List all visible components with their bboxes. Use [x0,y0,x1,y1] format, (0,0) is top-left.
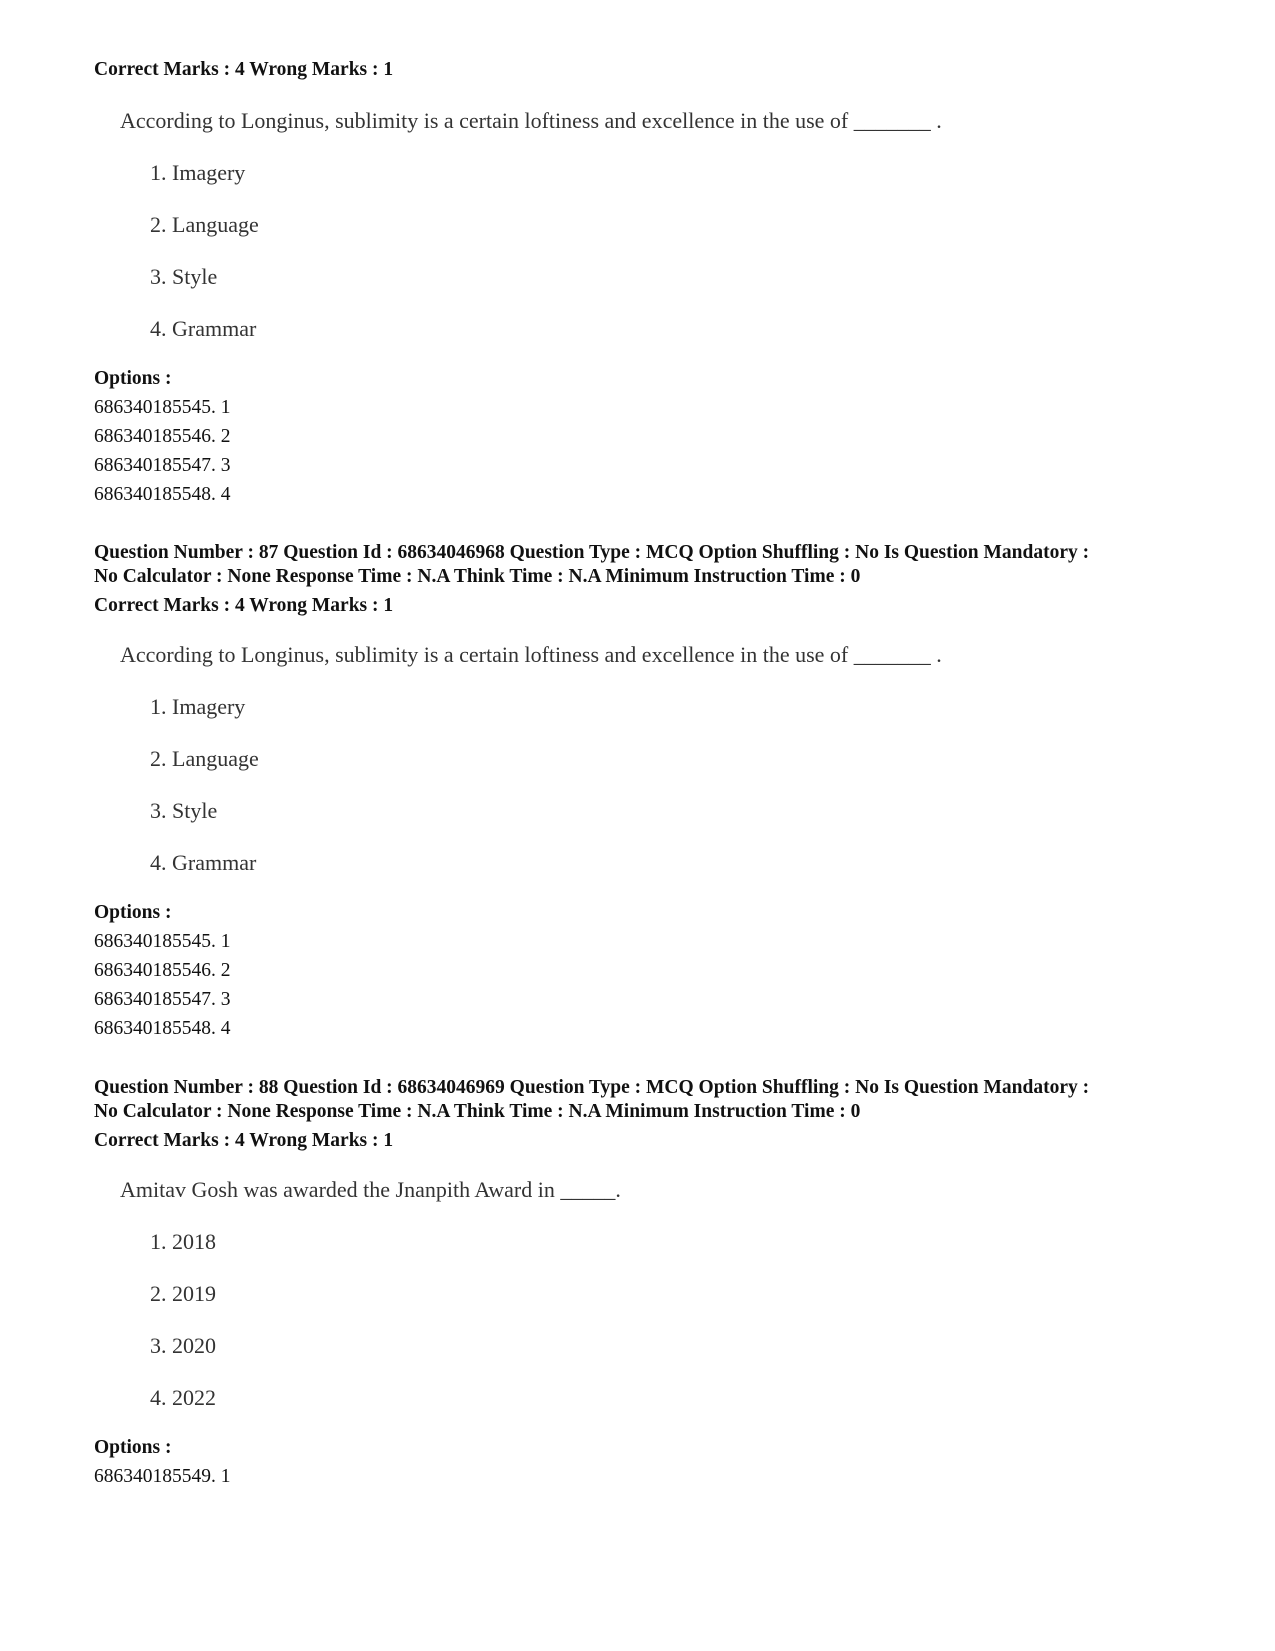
choice-item: 2. Language [150,746,259,771]
choice-item: 2. Language [150,212,259,237]
option-id: 686340185546. 2 [94,960,231,981]
option-id: 686340185547. 3 [94,989,231,1010]
choice-87-1 [94,693,1194,721]
choice-item: 1. Imagery [150,160,246,185]
option-id: 686340185545. 1 [94,931,231,952]
question-text-1 [94,107,1194,135]
options-section-87 [94,901,1194,1043]
choice-88-3 [94,1332,1194,1360]
marks-line: Correct Marks : 4 Wrong Marks : 1 [94,59,394,80]
question-header-line2: No Calculator : None Response Time : N.A Think Time : N.A Minimum Instruction Time : 0 [94,1101,861,1122]
choice-88-4 [94,1384,1194,1412]
options-section-1 [94,367,1194,509]
choice-87-4 [94,849,1194,877]
options-label: Options : [94,1437,172,1458]
choice-list-1c [94,263,1194,291]
question-header-line2: No Calculator : None Response Time : N.A Think Time : N.A Minimum Instruction Time : 0 [94,566,861,587]
choice-item: 4. Grammar [150,316,257,341]
choice-list-1b [94,211,1194,239]
choice-list-1d [94,315,1194,343]
choice-item: 4. 2022 [150,1385,216,1410]
choice-item: 1. Imagery [150,694,246,719]
options-label: Options : [94,902,172,923]
marks-line: Correct Marks : 4 Wrong Marks : 1 [94,595,394,616]
choice-item: 3. 2020 [150,1333,216,1358]
question-text: According to Longinus, sublimity is a certain loftiness and excellence in the use of _______ . [120,108,942,133]
question-text-88 [94,1176,1194,1204]
choice-item: 3. Style [150,264,218,289]
option-id: 686340185547. 3 [94,455,231,476]
choice-87-2 [94,745,1194,773]
option-id: 686340185545. 1 [94,397,231,418]
question-text: According to Longinus, sublimity is a certain loftiness and excellence in the use of _______ . [120,642,942,667]
question-block-1 [94,58,1194,82]
marks-line: Correct Marks : 4 Wrong Marks : 1 [94,1130,394,1151]
question-block-87 [94,541,1194,618]
question-header-line1: Question Number : 87 Question Id : 68634046968 Question Type : MCQ Option Shuffling : No Is Question Mandatory : [94,542,1090,563]
choice-list-1 [94,159,1194,187]
question-text-87 [94,641,1194,669]
question-text: Amitav Gosh was awarded the Jnanpith Award in _____. [120,1177,621,1202]
choice-item: 2. 2019 [150,1281,216,1306]
choice-87-3 [94,797,1194,825]
options-label: Options : [94,368,172,389]
question-header-line1: Question Number : 88 Question Id : 68634046969 Question Type : MCQ Option Shuffling : No Is Question Mandatory : [94,1077,1090,1098]
choice-item: 4. Grammar [150,850,257,875]
option-id: 686340185548. 4 [94,1018,231,1039]
option-id: 686340185549. 1 [94,1466,231,1487]
option-id: 686340185548. 4 [94,484,231,505]
choice-item: 3. Style [150,798,218,823]
options-section-88 [94,1436,1194,1491]
option-id: 686340185546. 2 [94,426,231,447]
choice-88-1 [94,1228,1194,1256]
choice-item: 1. 2018 [150,1229,216,1254]
choice-88-2 [94,1280,1194,1308]
question-block-88 [94,1076,1194,1153]
